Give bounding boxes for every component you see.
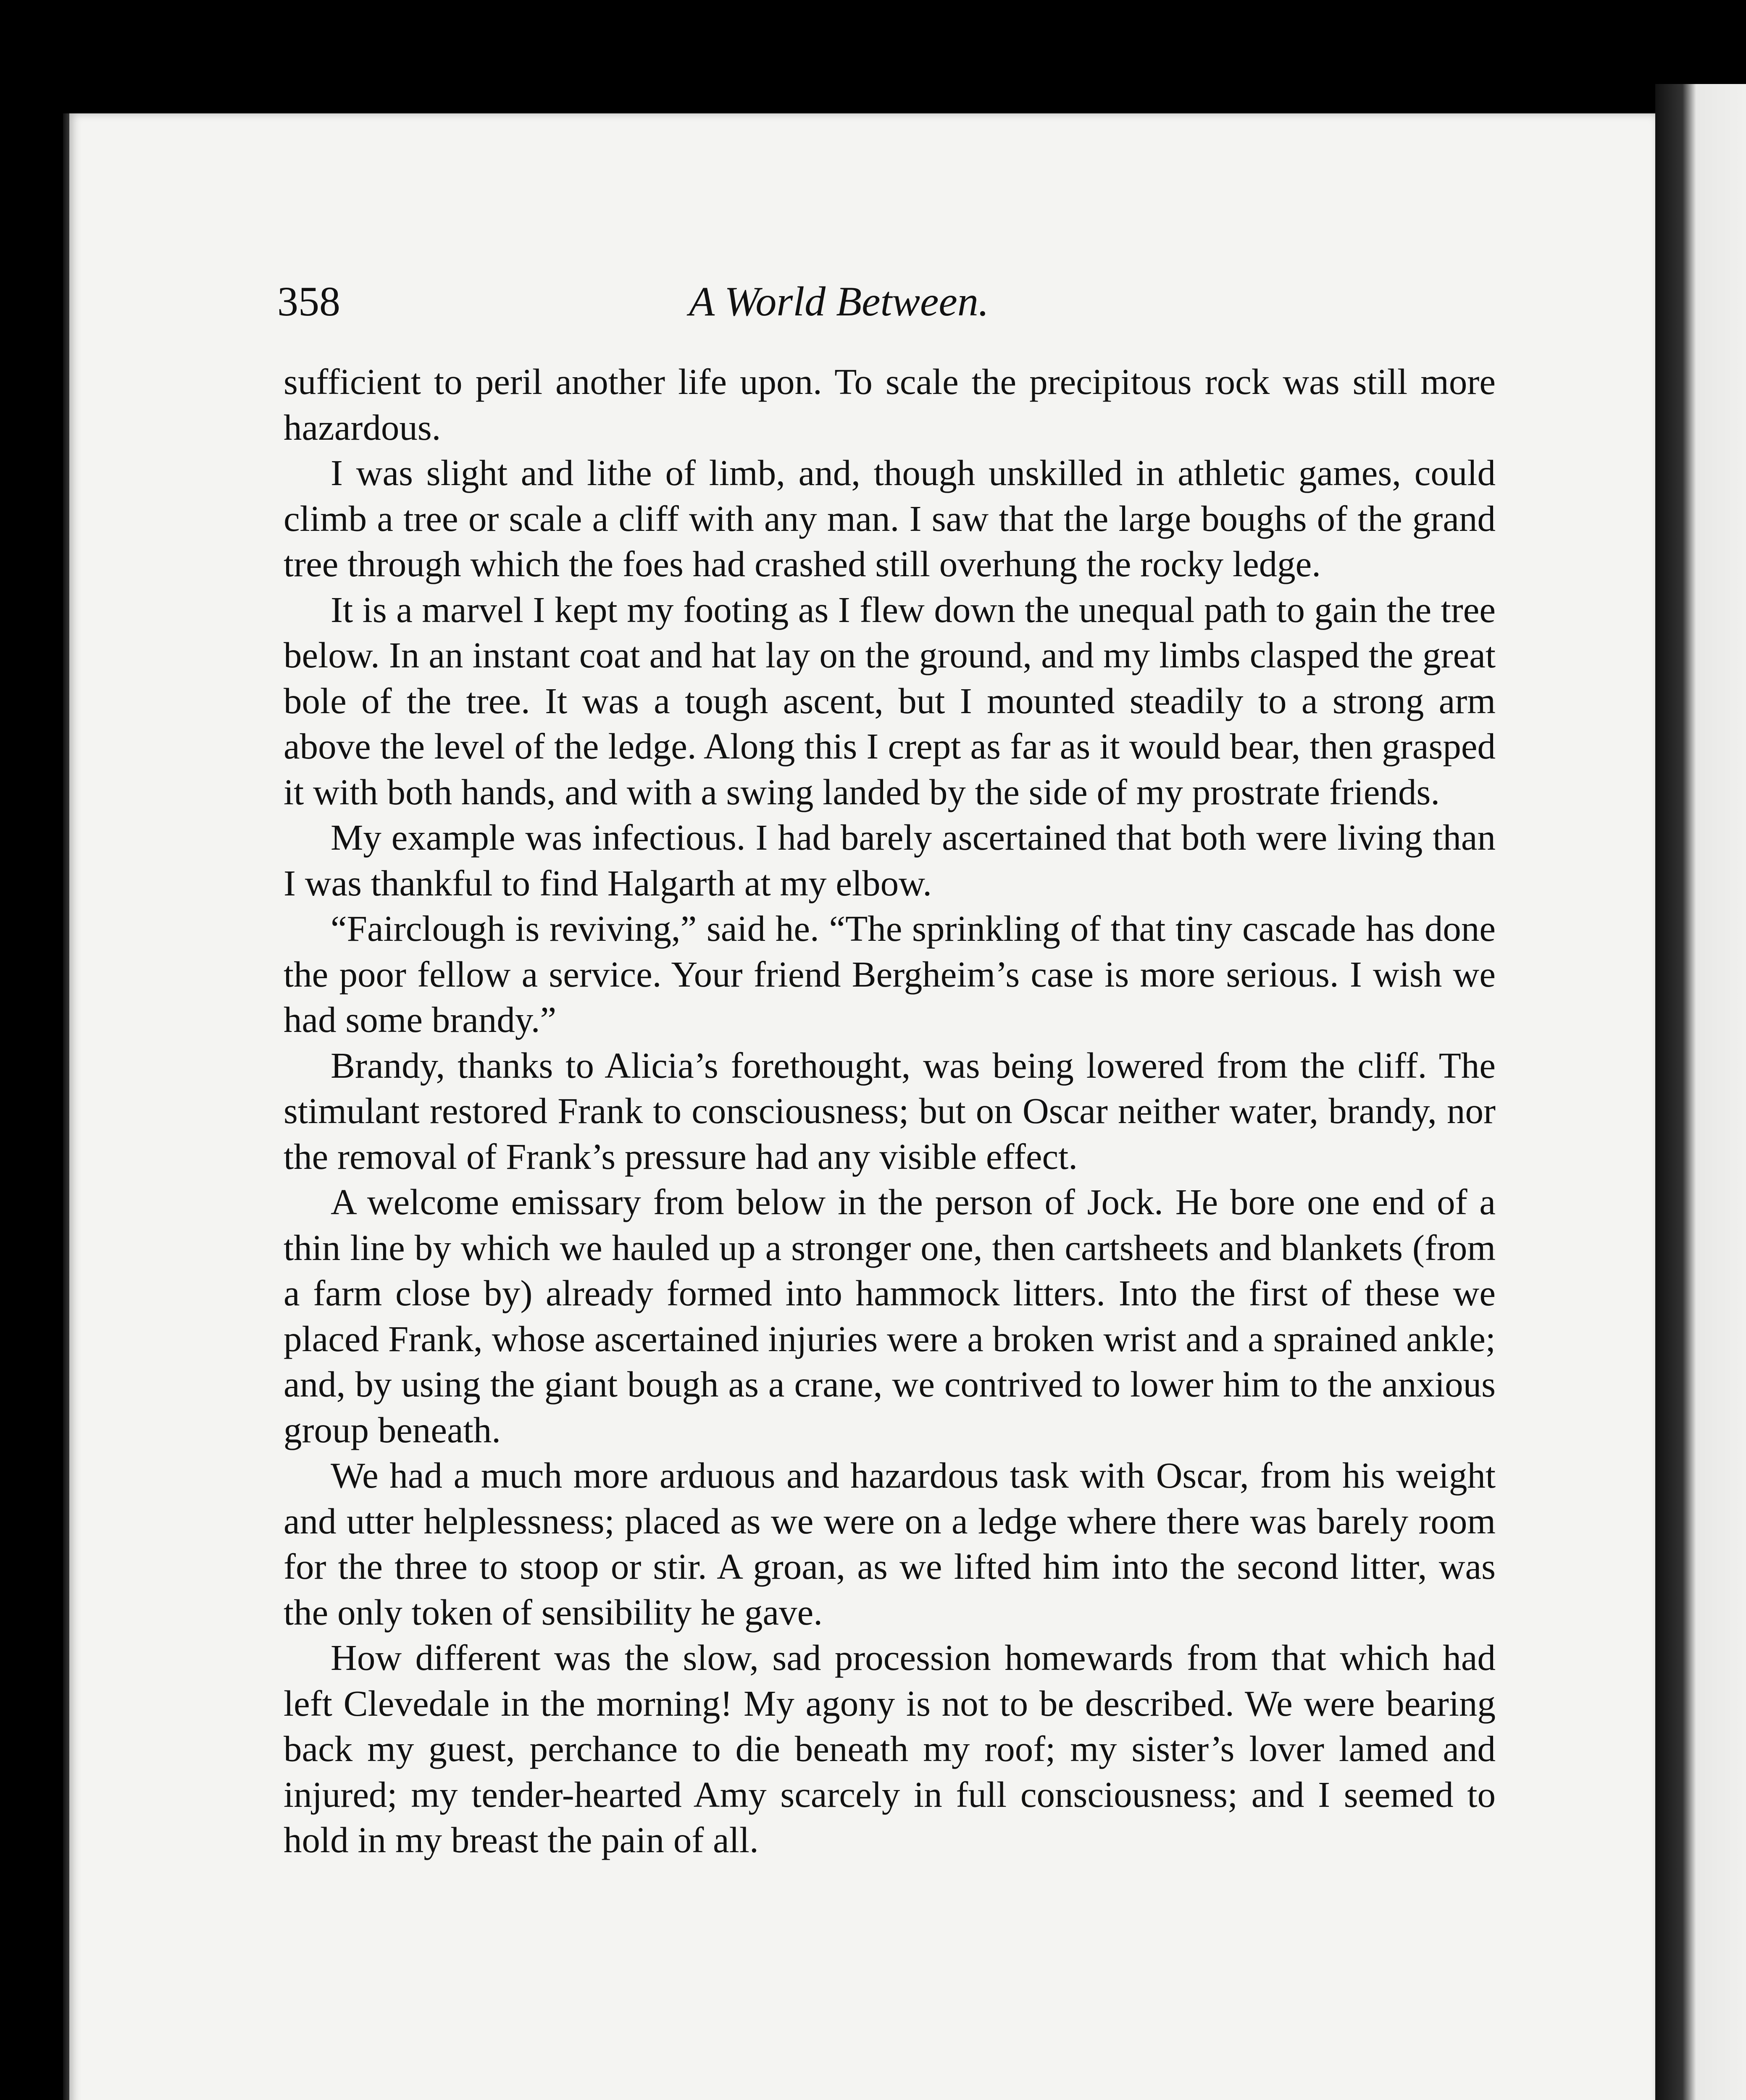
page-header [277,277,1496,336]
paragraph: We had a much more arduous and hazardous task with Oscar, from his weight and utter helplessness; placed as we were on a ledge where there was barely room for the three to stoop or stir. A groan, as we lifted him into the second litter, was the only token of sensibility he gave. [284,1455,1496,1633]
paragraph: A welcome emissary from below in the person of Jock. He bore one end of a thin line by which we hauled up a stronger one, then cartsheets and blankets (from a farm close by) already formed into hammock litters. Into the first of these we placed Frank, whose ascertained injuries were a broken wrist and a sprained ankle; and, by using the giant bough as a crane, we contrived to lower him to the anxious group beneath. [284,1181,1496,1450]
paragraph: “Fairclough is reviving,” said he. “The sprinkling of that tiny cascade has done the poor fellow a service. Your friend Bergheim’s case is more serious. I wish we had some brandy.” [284,908,1496,1040]
running-title: A World Between. [689,278,989,325]
paragraph: How different was the slow, sad procession homewards from that which had left Clevedale in the morning! My agony is not to be described. We were bearing back my guest, perchance to die beneath my roof; my sister’s lover lamed and injured; my tender-hearted Amy scarcely in full consciousness; and I seemed to hold in my breast the pain of all. [284,1637,1496,1860]
paragraph: I was slight and lithe of limb, and, though unskilled in athletic games, could climb a tree or scale a cliff with any man. I saw that the large boughs of the grand tree through which the foes had crashed still overhung the rocky ledge. [284,452,1496,584]
paragraph: sufficient to peril another life upon. To scale the precipitous rock was still more hazardous. [284,361,1496,448]
page-number: 358 [277,278,340,325]
paragraph: My example was infectious. I had barely ascertained that both were living than I was thankful to find Halgarth at my elbow. [284,817,1496,903]
paragraph: Brandy, thanks to Alicia’s forethought, was being lowered from the cliff. The stimulant restored Frank to consciousness; but on Oscar neither water, brandy, nor the removal of Frank’s pressure had any visible effect. [284,1045,1496,1177]
paragraph: It is a marvel I kept my footing as I flew down the unequal path to gain the tree below. In an instant coat and hat lay on the ground, and my limbs clasped the great bole of the tree. It was a tough ascent, but I mounted steadily to a strong arm above the level of the ledge. Along this I crept as far as it would bear, then grasped it with both hands, and with a swing landed by the side of my prostrate friends. [284,589,1496,812]
facing-page-edge [1655,84,1746,2100]
body-text [284,359,1496,1863]
